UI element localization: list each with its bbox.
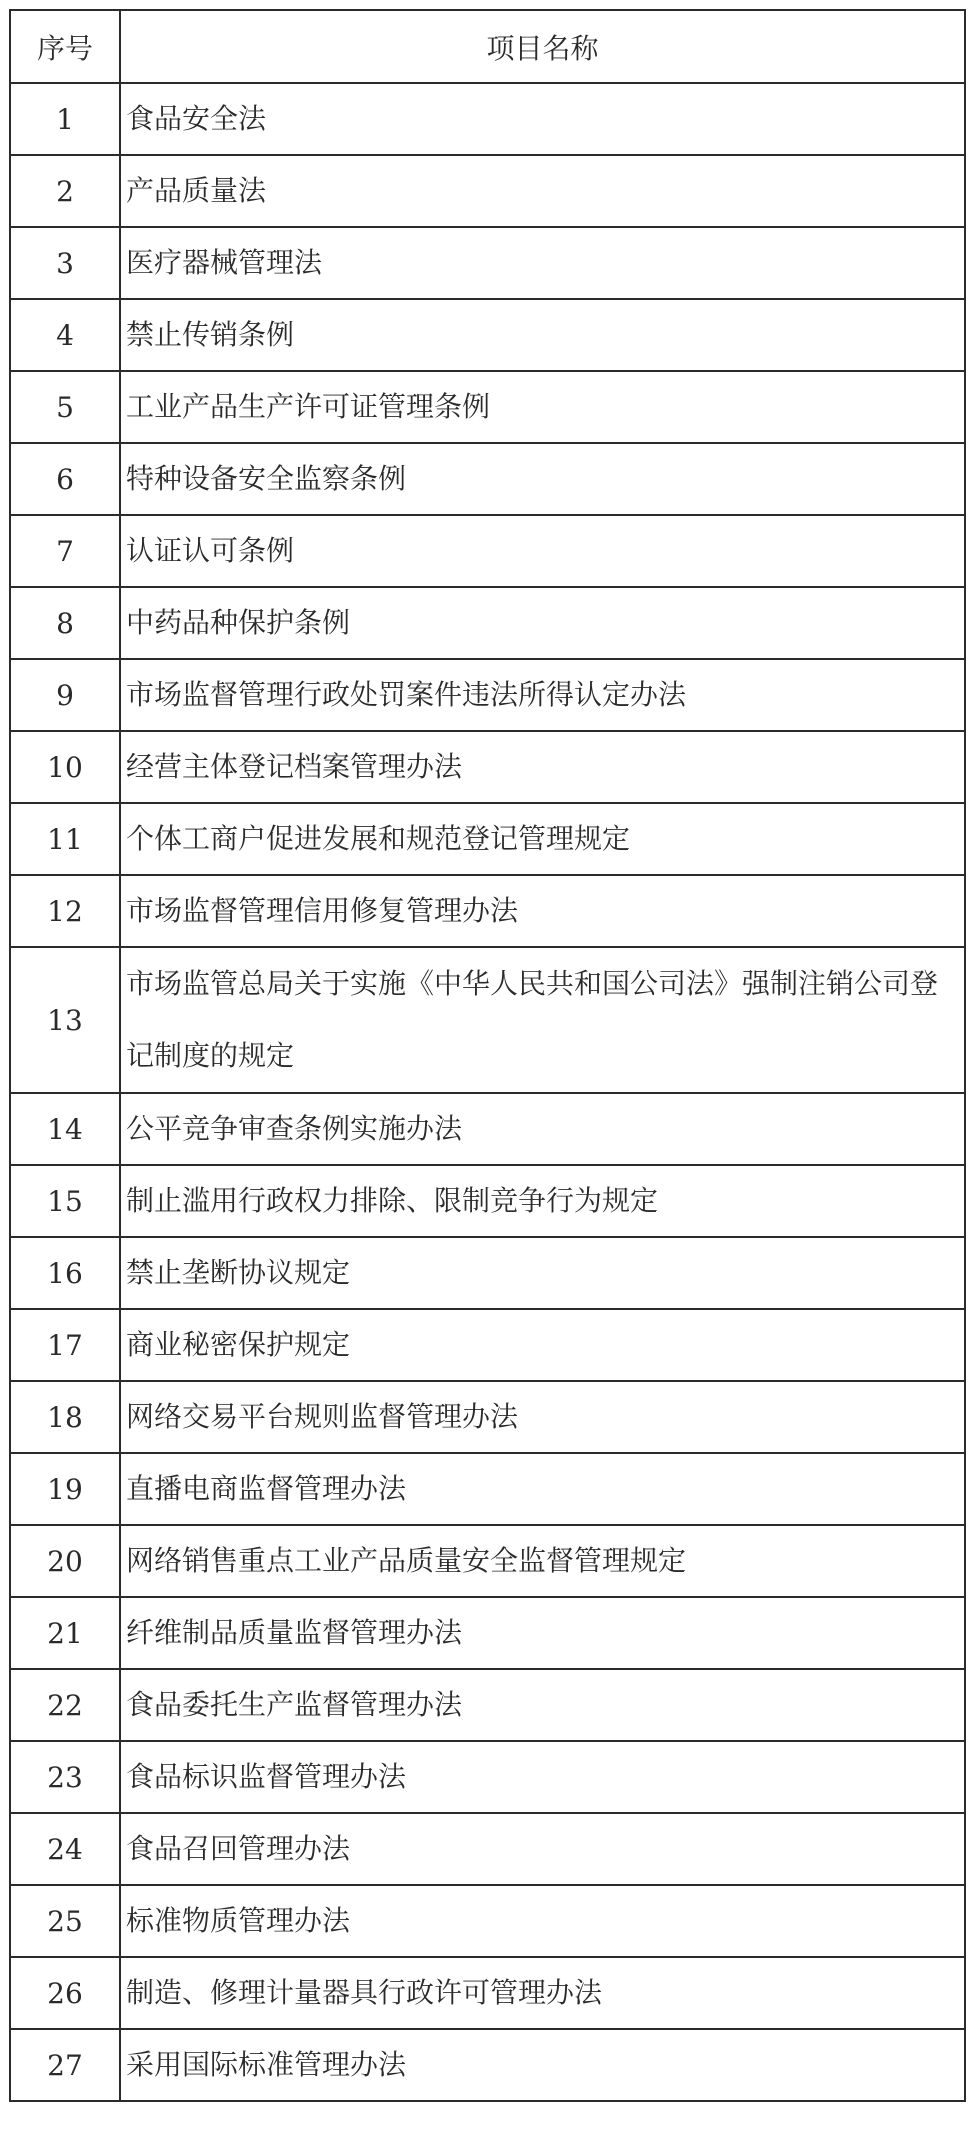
table-row: [10, 1957, 965, 2029]
row-project-name: 中药品种保护条例: [120, 587, 965, 659]
row-project-name: 标准物质管理办法: [120, 1885, 965, 1957]
row-number: 17: [10, 1309, 120, 1381]
row-project-name: 食品委托生产监督管理办法: [120, 1669, 965, 1741]
header-row: [10, 10, 965, 83]
row-number: 6: [10, 443, 120, 515]
row-project-name: 采用国际标准管理办法: [120, 2029, 965, 2101]
row-project-name: 禁止垄断协议规定: [120, 1237, 965, 1309]
table-row: [10, 2029, 965, 2101]
row-project-name: 直播电商监督管理办法: [120, 1453, 965, 1525]
row-number: 22: [10, 1669, 120, 1741]
row-project-name: 市场监督管理信用修复管理办法: [120, 875, 965, 947]
row-number: 27: [10, 2029, 120, 2101]
table-row: [10, 1453, 965, 1525]
table-row: [10, 1237, 965, 1309]
row-number: 12: [10, 875, 120, 947]
table-row: [10, 659, 965, 731]
row-number: 18: [10, 1381, 120, 1453]
row-project-name: 特种设备安全监察条例: [120, 443, 965, 515]
row-number: 1: [10, 83, 120, 155]
table-row: [10, 299, 965, 371]
table-row: [10, 1525, 965, 1597]
row-project-name: 医疗器械管理法: [120, 227, 965, 299]
row-project-name: 产品质量法: [120, 155, 965, 227]
table-row: [10, 371, 965, 443]
row-project-name: 工业产品生产许可证管理条例: [120, 371, 965, 443]
row-number: 20: [10, 1525, 120, 1597]
table-row: [10, 1309, 965, 1381]
row-number: 13: [10, 947, 120, 1093]
row-project-name: 认证认可条例: [120, 515, 965, 587]
row-number: 7: [10, 515, 120, 587]
table-row: [10, 731, 965, 803]
table-row: [10, 1165, 965, 1237]
row-project-name: 网络销售重点工业产品质量安全监督管理规定: [120, 1525, 965, 1597]
table-row: [10, 83, 965, 155]
row-number: 3: [10, 227, 120, 299]
row-project-name: 食品安全法: [120, 83, 965, 155]
row-project-name: 禁止传销条例: [120, 299, 965, 371]
row-project-name: 制造、修理计量器具行政许可管理办法: [120, 1957, 965, 2029]
row-number: 5: [10, 371, 120, 443]
row-project-name: 食品标识监督管理办法: [120, 1741, 965, 1813]
project-table: [9, 9, 966, 2102]
table-row: [10, 443, 965, 515]
table-body: [10, 83, 965, 2101]
row-number: 26: [10, 1957, 120, 2029]
row-number: 11: [10, 803, 120, 875]
header-number: 序号: [10, 10, 120, 83]
row-number: 23: [10, 1741, 120, 1813]
table-header: [10, 10, 965, 83]
table-row: [10, 1093, 965, 1165]
row-project-name: 经营主体登记档案管理办法: [120, 731, 965, 803]
row-number: 24: [10, 1813, 120, 1885]
row-project-name: 个体工商户促进发展和规范登记管理规定: [120, 803, 965, 875]
table-row: [10, 1597, 965, 1669]
row-number: 2: [10, 155, 120, 227]
row-number: 4: [10, 299, 120, 371]
row-number: 25: [10, 1885, 120, 1957]
row-project-name: 市场监管总局关于实施《中华人民共和国公司法》强制注销公司登记制度的规定: [120, 947, 965, 1093]
row-project-name: 公平竞争审查条例实施办法: [120, 1093, 965, 1165]
table-row: [10, 1741, 965, 1813]
table-row: [10, 1669, 965, 1741]
row-number: 8: [10, 587, 120, 659]
row-project-name: 制止滥用行政权力排除、限制竞争行为规定: [120, 1165, 965, 1237]
row-project-name: 网络交易平台规则监督管理办法: [120, 1381, 965, 1453]
row-number: 10: [10, 731, 120, 803]
row-number: 19: [10, 1453, 120, 1525]
table-row: [10, 587, 965, 659]
table-row: [10, 515, 965, 587]
row-number: 9: [10, 659, 120, 731]
row-project-name: 市场监督管理行政处罚案件违法所得认定办法: [120, 659, 965, 731]
row-project-name: 食品召回管理办法: [120, 1813, 965, 1885]
header-name: 项目名称: [120, 10, 965, 83]
table-row: [10, 947, 965, 1093]
row-number: 16: [10, 1237, 120, 1309]
table-row: [10, 155, 965, 227]
row-project-name: 商业秘密保护规定: [120, 1309, 965, 1381]
table-row: [10, 1885, 965, 1957]
row-project-name: 纤维制品质量监督管理办法: [120, 1597, 965, 1669]
row-number: 14: [10, 1093, 120, 1165]
row-number: 15: [10, 1165, 120, 1237]
table-row: [10, 803, 965, 875]
table-row: [10, 875, 965, 947]
table-row: [10, 1381, 965, 1453]
row-number: 21: [10, 1597, 120, 1669]
table-row: [10, 1813, 965, 1885]
table-row: [10, 227, 965, 299]
